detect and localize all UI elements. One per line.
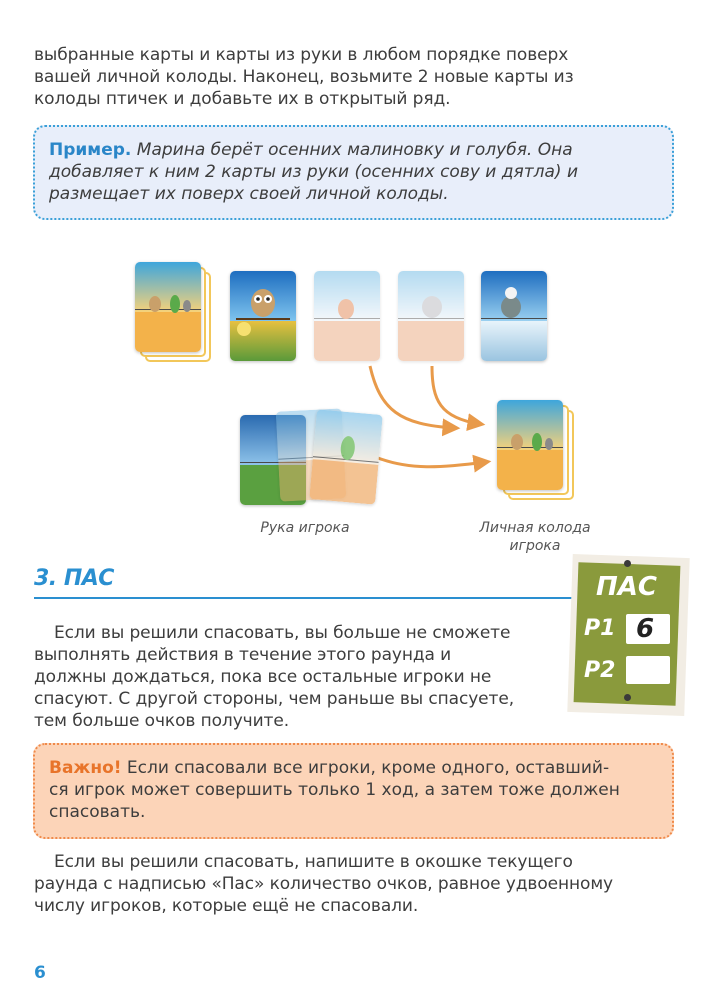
owl-icon: [230, 271, 296, 361]
pin-icon: [624, 560, 631, 567]
deck-caption-line: Личная колода: [479, 520, 591, 536]
robin-card-faded: [314, 271, 380, 361]
pass-line: должны дождаться, пока все остальные игроки не: [34, 667, 492, 687]
owl-woodpecker-icon: [497, 400, 563, 490]
deck-caption-line: игрока: [509, 538, 561, 554]
board-p1-label: P1: [584, 616, 616, 641]
page-number: 6: [34, 963, 46, 983]
pass-line: Если вы решили спасовать, вы больше не сможете: [54, 623, 511, 643]
deck-caption: [460, 519, 610, 555]
intro-line: колоды птичек и добавьте их в открытый ряд.: [34, 89, 451, 109]
example-line: добавляет к ним 2 карты из руки (осенних сову и дятла) и: [49, 162, 579, 182]
pass-paragraph: [34, 622, 574, 732]
hand-card-woodpecker-autumn: [309, 409, 383, 504]
owl-woodpecker-icon: [135, 262, 201, 352]
example-box: [33, 125, 674, 220]
intro-paragraph: [34, 44, 674, 110]
pin-icon: [624, 694, 631, 701]
important-label: Важно!: [49, 758, 122, 778]
final-paragraph: [34, 851, 674, 917]
final-line: Если вы решили спасовать, напишите в окошке текущего: [54, 852, 573, 872]
example-line: Марина берёт осенних малиновку и голубя. Она: [131, 140, 573, 160]
final-line: раунда с надписью «Пас» количество очков, равное удвоенному: [34, 874, 614, 894]
intro-line: выбранные карты и карты из руки в любом порядке поверх: [34, 45, 569, 65]
winter-bird-icon: [481, 271, 547, 361]
board-p2-slot: [626, 656, 670, 684]
pass-score-board: [570, 556, 687, 714]
hand-caption: Рука игрока: [260, 520, 350, 536]
pass-line: тем больше очков получите.: [34, 711, 290, 731]
personal-deck-top: [497, 400, 563, 490]
pass-line: выполнять действия в течение этого раунда и: [34, 645, 452, 665]
important-line: ся игрок может совершить только 1 ход, а затем тоже должен: [49, 780, 620, 800]
example-line: размещает их поверх своей личной колоды.: [49, 184, 449, 204]
example-label: Пример.: [49, 140, 132, 160]
section-rule: [34, 597, 586, 599]
winter-bird-card: [481, 271, 547, 361]
important-box: [33, 743, 674, 839]
pigeon-icon: [398, 271, 464, 361]
important-line: Если спасовали все игроки, кроме одного, оставший-: [121, 758, 610, 778]
board-p2-label: P2: [584, 658, 616, 683]
woodpecker-icon: [309, 409, 383, 504]
bird-card-deck-top: [135, 262, 201, 352]
intro-line: вашей личной колоды. Наконец, возьмите 2 новые карты из: [34, 67, 574, 87]
section-title: 3. ПАС: [34, 566, 114, 591]
robin-icon: [314, 271, 380, 361]
important-line: спасовать.: [49, 802, 146, 822]
final-line: числу игроков, которые ещё не спасовали.: [34, 896, 419, 916]
pass-line: спасуют. С другой стороны, чем раньше вы спасуете,: [34, 689, 515, 709]
board-p1-value: 6: [636, 614, 655, 644]
pigeon-card-faded: [398, 271, 464, 361]
board-title: ПАС: [596, 572, 657, 602]
owl-card: [230, 271, 296, 361]
